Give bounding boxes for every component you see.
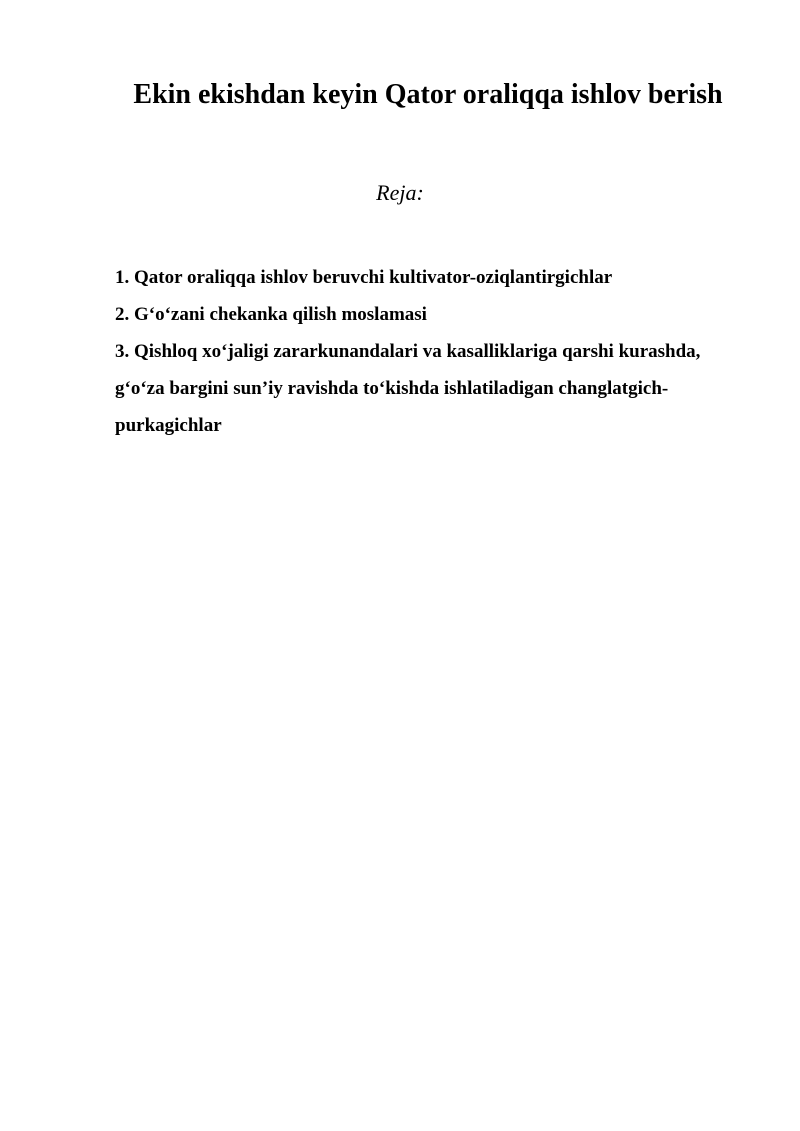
plan-item-1: 1. Qator oraliqqa ishlov beruvchi kultivator-oziqlantirgichlar bbox=[115, 267, 613, 288]
plan-item-3: 3. Qishloq xo‘jaligi zararkunandalari va kasalliklariga qarshi kurashda, g‘o‘za bargini sun’iy ravishda to‘kishda ishlatiladigan changlatgich-purkagichlar bbox=[115, 341, 701, 436]
plan-heading: Reja: bbox=[376, 180, 424, 205]
plan-item-2: 2. G‘o‘zani chekanka qilish moslamasi bbox=[115, 304, 427, 325]
document-title-text: Ekin ekishdan keyin Qator oraliqqa ishlov berish bbox=[133, 79, 723, 110]
document-title bbox=[0, 78, 800, 112]
plan-list bbox=[115, 259, 715, 444]
